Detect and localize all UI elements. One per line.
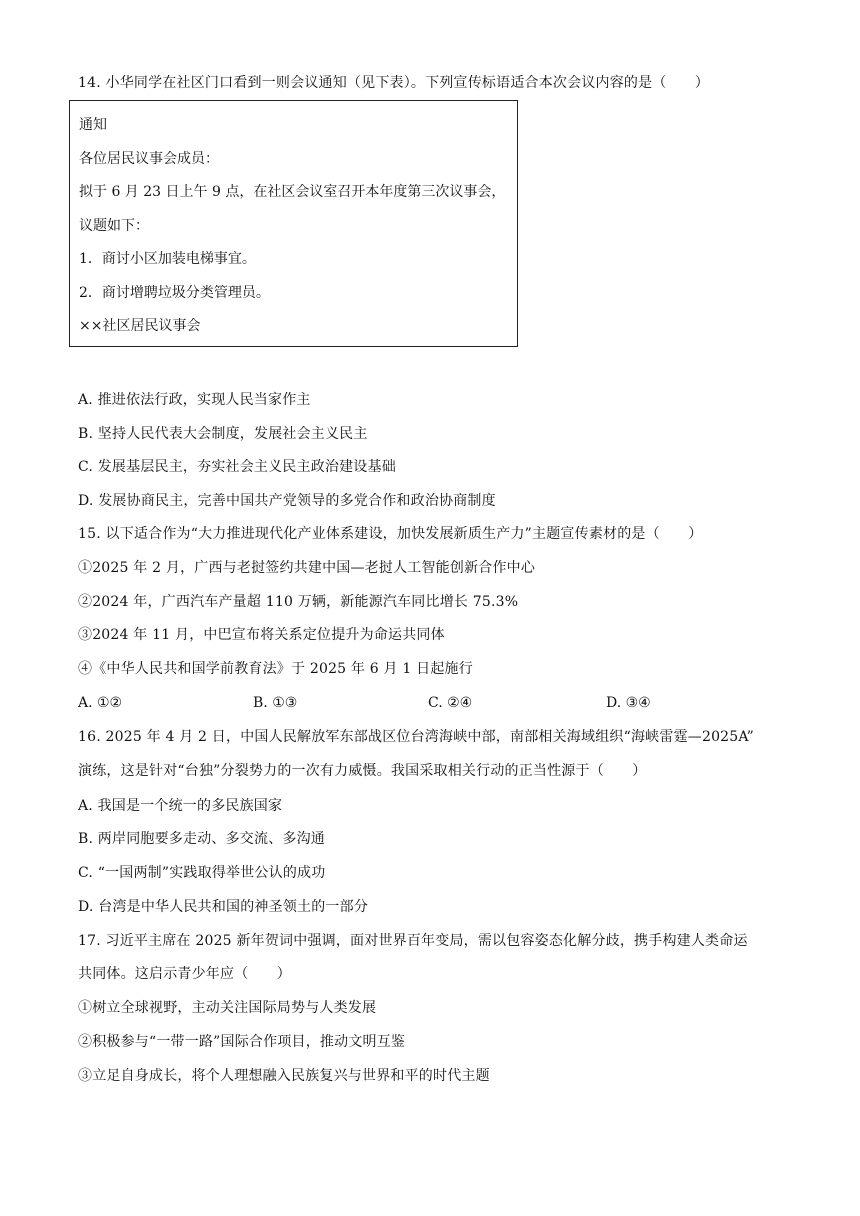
q15-option-c: C. ②④: [428, 695, 473, 711]
q15-option-a: A. ①②: [78, 695, 123, 711]
q17-stem-line2: 共同体。这启示青少年应（ ）: [78, 966, 291, 982]
q14-stem: 14. 小华同学在社区门口看到一则会议通知（见下表）。下列宣传标语适合本次会议内容的是（ ）: [78, 75, 710, 91]
q15-option-d: D. ③④: [606, 695, 651, 711]
q15-options-row: [78, 693, 778, 713]
q14-option-d: D. 发展协商民主，完善中国共产党领导的多党合作和政治协商制度: [78, 493, 496, 509]
notice-signature: ××社区居民议事会: [79, 318, 201, 334]
q14-option-c: C. 发展基层民主，夯实社会主义民主政治建设基础: [78, 459, 396, 475]
q16-stem-line1: 16. 2025 年 4 月 2 日，中国人民解放军东部战区位台湾海峡中部，南部相关海域组织“海峡雷霆—2025A”: [78, 729, 755, 745]
q15-item-3: ③2024 年 11 月，中巴宣布将关系定位提升为命运共同体: [78, 627, 445, 643]
q15-stem: 15. 以下适合作为“大力推进现代化产业体系建设，加快发展新质生产力”主题宣传素材的是（ ）: [78, 526, 703, 542]
q15-item-1: ①2025 年 2 月，广西与老挝签约共建中国—老挝人工智能创新合作中心: [78, 560, 536, 576]
q16-stem-line2: 演练，这是针对“台独”分裂势力的一次有力威慑。我国采取相关行动的正当性源于（ ）: [78, 763, 647, 779]
q17-item-2: ②积极参与“一带一路”国际合作项目，推动文明互鉴: [78, 1034, 406, 1050]
notice-agenda-heading: 议题如下：: [79, 218, 149, 234]
q16-option-d: D. 台湾是中华人民共和国的神圣领土的一部分: [78, 899, 369, 915]
q15-item-2: ②2024 年，广西汽车产量超 110 万辆，新能源汽车同比增长 75.3%: [78, 594, 519, 610]
notice-agenda-item: 2．商讨增聘垃圾分类管理员。: [79, 285, 270, 301]
q16-option-c: C. “一国两制”实践取得举世公认的成功: [78, 865, 326, 881]
q15-item-4: ④《中华人民共和国学前教育法》于 2025 年 6 月 1 日起施行: [78, 661, 473, 677]
q17-stem-line1: 17. 习近平主席在 2025 新年贺词中强调，面对世界百年变局，需以包容姿态化解分歧，携手构建人类命运: [78, 933, 748, 949]
q16-option-b: B. 两岸同胞要多走动、多交流、多沟通: [78, 831, 325, 847]
q17-item-1: ①树立全球视野，主动关注国际局势与人类发展: [78, 1000, 377, 1016]
notice-title: 通知: [79, 117, 107, 133]
q14-option-a: A. 推进依法行政，实现人民当家作主: [78, 392, 311, 408]
notice-body: 拟于 6 月 23 日上午 9 点，在社区会议室召开本年度第三次议事会，: [79, 184, 506, 200]
meeting-notice-box: [69, 100, 518, 347]
notice-agenda-item: 1．商讨小区加装电梯事宜。: [79, 251, 256, 267]
q17-item-3: ③立足自身成长，将个人理想融入民族复兴与世界和平的时代主题: [78, 1068, 490, 1084]
q14-option-b: B. 坚持人民代表大会制度，发展社会主义民主: [78, 426, 368, 442]
q15-option-b: B. ①③: [253, 695, 298, 711]
q16-option-a: A. 我国是一个统一的多民族国家: [78, 798, 283, 814]
notice-salutation: 各位居民议事会成员：: [79, 151, 219, 167]
